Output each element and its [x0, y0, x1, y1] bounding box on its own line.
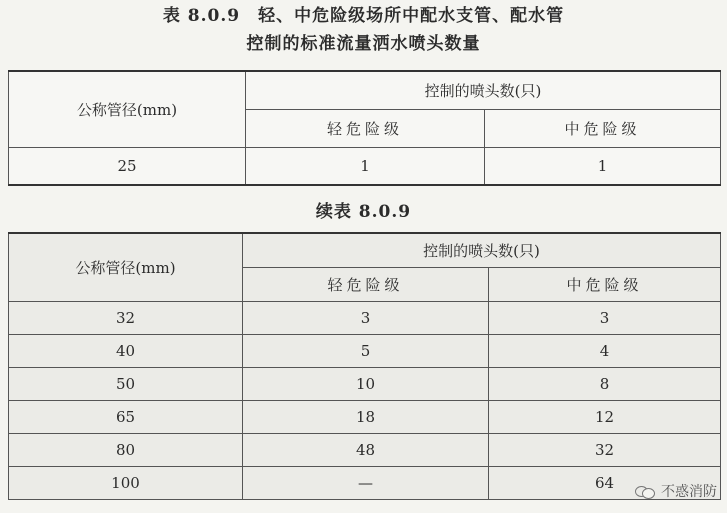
table-title: 表 8.0.9 轻、中危险级场所中配水支管、配水管 [162, 6, 565, 26]
cell-medium: 8 [489, 367, 721, 400]
header-light-hazard: 轻危险级 [246, 109, 485, 147]
cell-light: 10 [243, 367, 489, 400]
table-row [9, 334, 721, 367]
cell-medium: 12 [489, 400, 721, 433]
cell-light: 3 [243, 301, 489, 334]
header-medium-hazard: 中危险级 [485, 109, 721, 147]
cell-medium: 1 [485, 147, 721, 185]
cell-light: 5 [243, 334, 489, 367]
cell-diameter: 50 [9, 367, 243, 400]
header-pipe-diameter: 公称管径(mm) [9, 233, 243, 301]
header-medium-hazard: 中危险级 [489, 267, 721, 301]
watermark-text: 不惑消防 [661, 484, 717, 500]
cell-diameter: 25 [9, 147, 246, 185]
cell-medium: 3 [489, 301, 721, 334]
cell-light: — [243, 466, 489, 499]
cell-light: 48 [243, 433, 489, 466]
cell-diameter: 65 [9, 400, 243, 433]
wechat-icon [635, 484, 655, 498]
cell-diameter: 100 [9, 466, 243, 499]
cell-medium: 32 [489, 433, 721, 466]
sprinkler-table-continued [8, 232, 721, 500]
continued-table-title: 续表 8.0.9 [315, 202, 412, 222]
header-controlled-heads: 控制的喷头数(只) [243, 233, 721, 267]
table-subtitle: 控制的标准流量洒水喷头数量 [246, 34, 481, 54]
cell-diameter: 40 [9, 334, 243, 367]
table-row [9, 367, 721, 400]
table-row [9, 301, 721, 334]
cell-diameter: 80 [9, 433, 243, 466]
header-pipe-diameter: 公称管径(mm) [9, 71, 246, 147]
cell-medium: 64 [489, 466, 721, 499]
cell-light: 1 [246, 147, 485, 185]
watermark [635, 481, 717, 501]
cell-light: 18 [243, 400, 489, 433]
table-row [9, 466, 721, 499]
table-row [9, 400, 721, 433]
table-row [9, 433, 721, 466]
header-light-hazard: 轻危险级 [243, 267, 489, 301]
header-controlled-heads: 控制的喷头数(只) [246, 71, 721, 109]
cell-medium: 4 [489, 334, 721, 367]
table-row [9, 147, 721, 185]
cell-diameter: 32 [9, 301, 243, 334]
sprinkler-table-main [8, 70, 721, 186]
